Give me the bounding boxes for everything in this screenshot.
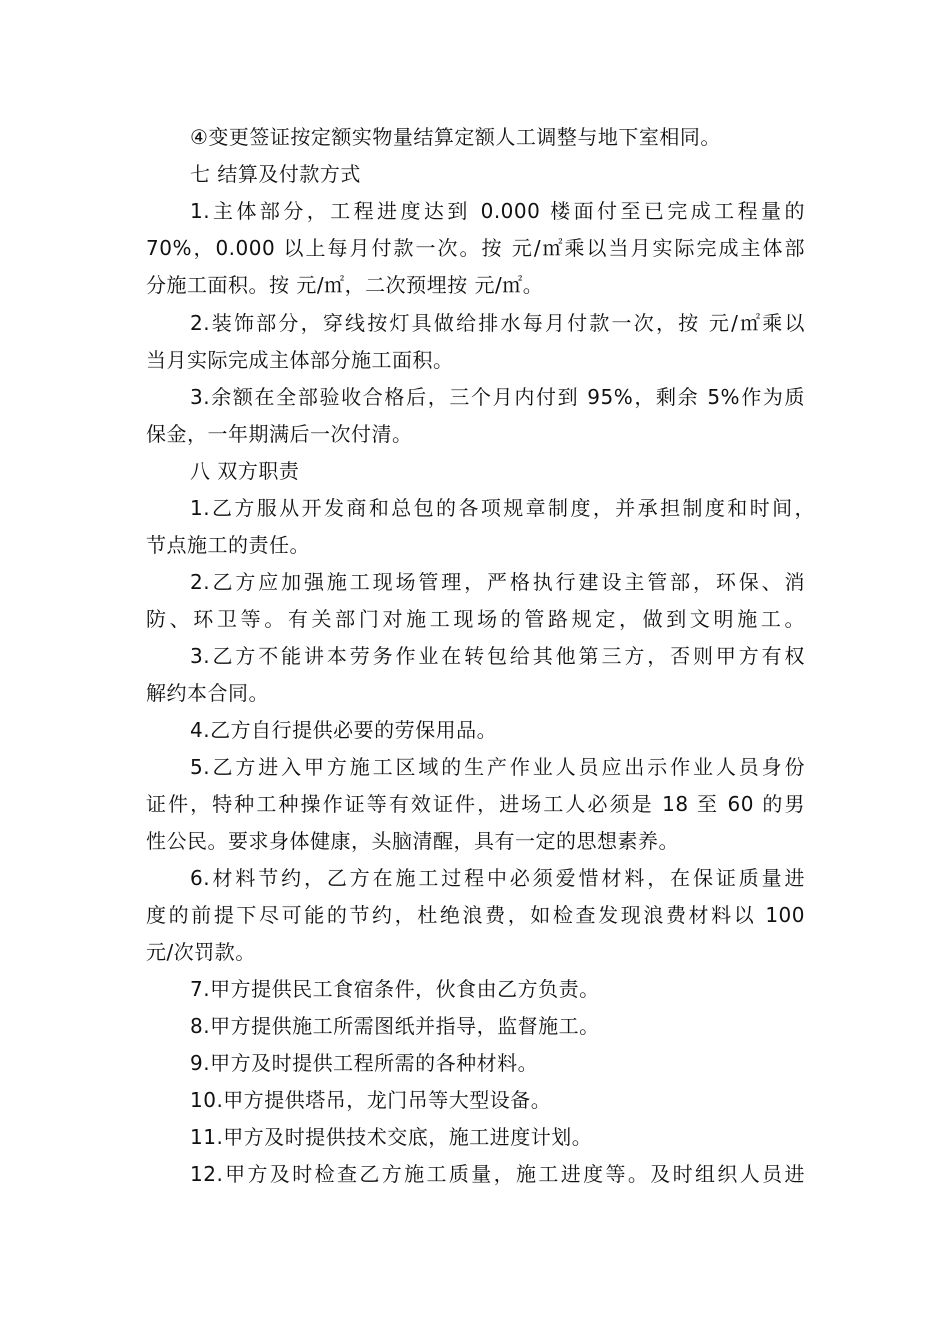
text-line: 3.乙方不能讲本劳务作业在转包给其他第三方，否则甲方有权: [190, 644, 805, 668]
text-line: 6.材料节约，乙方在施工过程中必须爱惜材料，在保证质量进: [190, 866, 805, 890]
text-line: 1.乙方服从开发商和总包的各项规章制度，并承担制度和时间，: [190, 496, 815, 520]
text-line: 分施工面积。按 元/㎡，二次预埋按 元/㎡。: [146, 273, 544, 297]
text-line: 度的前提下尽可能的节约，杜绝浪费，如检查发现浪费材料以 100: [146, 903, 805, 927]
text-line: 解约本合同。: [146, 681, 269, 705]
text-line: 5.乙方进入甲方施工区域的生产作业人员应出示作业人员身份: [190, 755, 805, 779]
text-line: 性公民。要求身体健康，头脑清醒，具有一定的思想素养。: [146, 829, 679, 853]
text-line: 12.甲方及时检查乙方施工质量，施工进度等。及时组织人员进: [190, 1162, 805, 1186]
text-line: ④变更签证按定额实物量结算定额人工调整与地下室相同。: [190, 125, 721, 149]
text-line: 防、环卫等。有关部门对施工现场的管路规定，做到文明施工。: [146, 607, 805, 631]
text-line: 1.主体部分，工程进度达到 0.000 楼面付至已完成工程量的: [190, 199, 805, 223]
section-heading: 七 结算及付款方式: [190, 162, 361, 186]
text-line: 7.甲方提供民工食宿条件，伙食由乙方负责。: [190, 977, 600, 1001]
text-line: 当月实际完成主体部分施工面积。: [146, 348, 454, 372]
section-heading: 八 双方职责: [190, 459, 300, 483]
text-line: 10.甲方提供塔吊，龙门吊等大型设备。: [190, 1088, 552, 1112]
text-line: 2.装饰部分，穿线按灯具做给排水每月付款一次，按 元/㎡乘以: [190, 311, 805, 335]
text-line: 11.甲方及时提供技术交底，施工进度计划。: [190, 1125, 593, 1149]
text-line: 3.余额在全部验收合格后，三个月内付到 95%，剩余 5%作为质: [190, 385, 805, 409]
text-line: 70%，0.000 以上每月付款一次。按 元/㎡乘以当月实际完成主体部: [146, 236, 805, 260]
text-line: 4.乙方自行提供必要的劳保用品。: [190, 718, 498, 742]
text-line: 2.乙方应加强施工现场管理，严格执行建设主管部，环保、消: [190, 570, 805, 594]
text-line: 元/次罚款。: [146, 940, 256, 964]
text-line: 保金，一年期满后一次付清。: [146, 422, 413, 446]
text-line: 9.甲方及时提供工程所需的各种材料。: [190, 1051, 539, 1075]
text-line: 8.甲方提供施工所需图纸并指导，监督施工。: [190, 1014, 600, 1038]
text-line: 证件，特种工种操作证等有效证件，进场工人必须是 18 至 60 的男: [146, 792, 805, 816]
text-line: 节点施工的责任。: [146, 533, 310, 557]
